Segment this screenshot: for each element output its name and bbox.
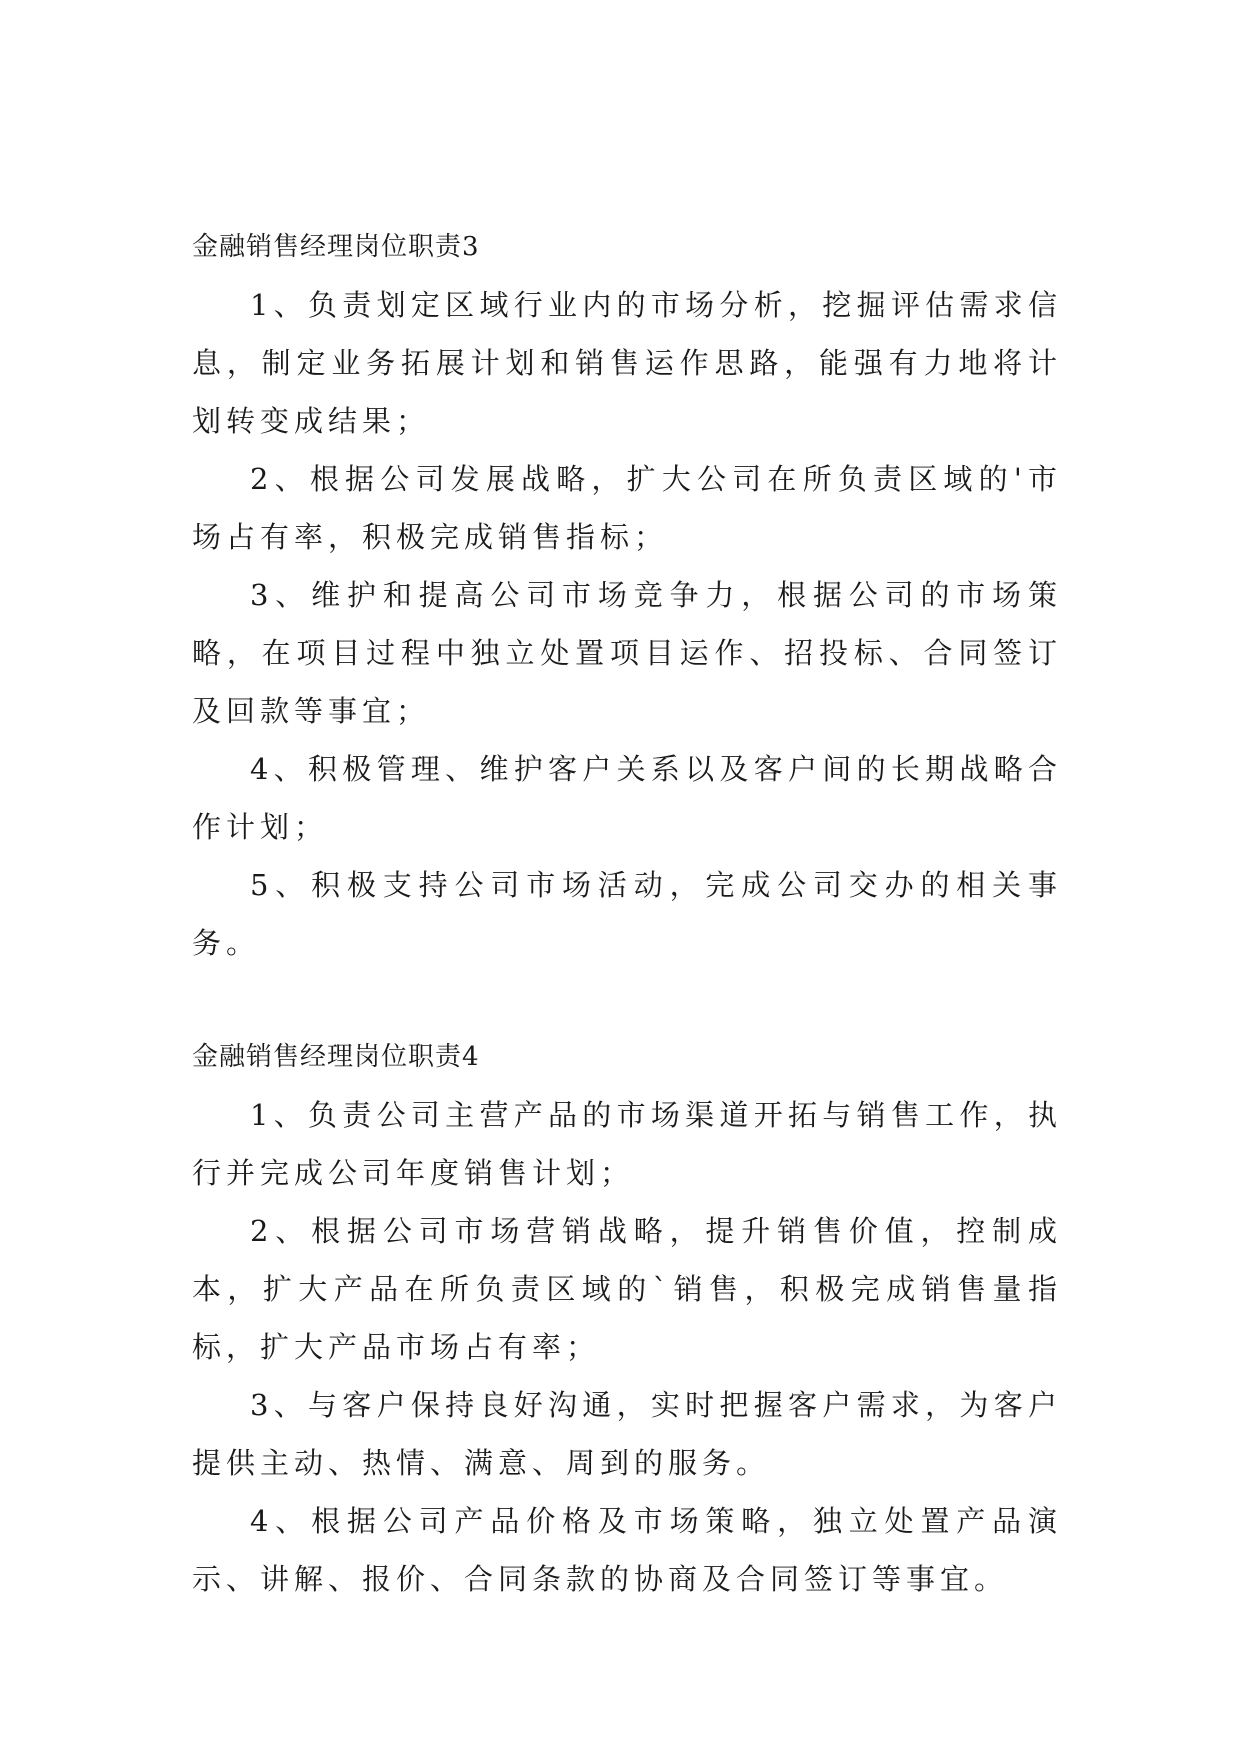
list-item: 3、维护和提高公司市场竞争力，根据公司的市场策略，在项目过程中独立处置项目运作、招投标、合同签订及回款等事宜；: [192, 578, 1062, 728]
list-item: 1、负责划定区域行业内的市场分析，挖掘评估需求信息，制定业务拓展计划和销售运作思路，能强有力地将计划转变成结果；: [192, 288, 1062, 438]
list-item: 5、积极支持公司市场活动，完成公司交办的相关事务。: [192, 868, 1062, 960]
list-item: 4、积极管理、维护客户关系以及客户间的长期战略合作计划；: [192, 752, 1062, 844]
section-responsibilities-4: [192, 1028, 1062, 1608]
section-title: 金融销售经理岗位职责3: [192, 232, 480, 262]
section-title: 金融销售经理岗位职责4: [192, 1042, 480, 1072]
document-body: [192, 218, 1062, 1608]
list-item: 2、根据公司发展战略，扩大公司在所负责区域的'市场占有率，积极完成销售指标；: [192, 462, 1062, 554]
section-responsibilities-3: [192, 218, 1062, 972]
list-item: 2、根据公司市场营销战略，提升销售价值，控制成本，扩大产品在所负责区域的`销售，积极完成销售量指标，扩大产品市场占有率；: [192, 1214, 1062, 1364]
list-item: 1、负责公司主营产品的市场渠道开拓与销售工作，执行并完成公司年度销售计划；: [192, 1098, 1062, 1190]
list-item: 3、与客户保持良好沟通，实时把握客户需求，为客户提供主动、热情、满意、周到的服务。: [192, 1388, 1062, 1480]
list-item: 4、根据公司产品价格及市场策略，独立处置产品演示、讲解、报价、合同条款的协商及合同签订等事宜。: [192, 1504, 1062, 1596]
